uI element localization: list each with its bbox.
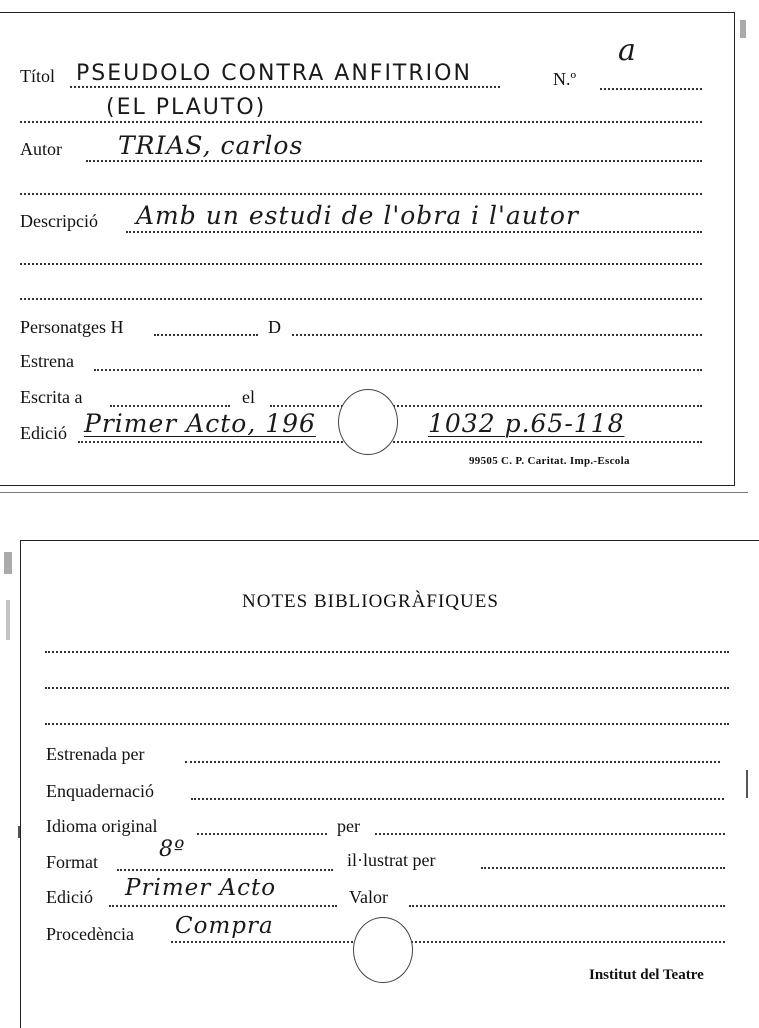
title-label: Títol	[20, 66, 55, 86]
binding-label: Enquadernació	[46, 781, 154, 801]
back-punch-hole	[353, 917, 413, 983]
number-line	[600, 88, 702, 90]
title-value-line1: PSEUDOLO CONTRA ANFITRION	[76, 61, 472, 86]
scan-edge	[0, 492, 748, 493]
edition-label: Edició	[20, 423, 67, 443]
scan-speck	[746, 770, 748, 798]
title-line	[70, 86, 500, 88]
illustrated-by-label: il·lustrat per	[347, 850, 436, 870]
description-line-2	[20, 263, 702, 265]
format-value: 8º	[159, 837, 186, 862]
imprint-text: 99505 C. P. Caritat. Imp.-Escola	[469, 455, 630, 467]
illustrated-by-line	[481, 867, 725, 869]
author-value: TRIAS, carlos	[118, 131, 304, 160]
description-label: Descripció	[20, 211, 98, 231]
characters-d-line	[292, 334, 702, 336]
premiere-label: Estrena	[20, 351, 74, 371]
back-edition-label: Edició	[46, 887, 93, 907]
back-edition-value: Primer Acto	[125, 875, 277, 901]
description-line	[126, 231, 702, 233]
premiered-by-line	[185, 761, 720, 763]
language-by-line	[375, 833, 725, 835]
description-line-3	[20, 298, 702, 300]
provenance-value: Compra	[175, 913, 274, 939]
binding-line	[191, 798, 724, 800]
author-label: Autor	[20, 139, 62, 159]
format-label: Format	[46, 852, 98, 872]
scan-speck	[18, 826, 20, 838]
author-line-2	[20, 193, 702, 195]
provenance-line	[171, 941, 725, 943]
notes-line-1	[45, 651, 729, 653]
punch-hole	[338, 389, 398, 455]
characters-male-line	[154, 334, 258, 336]
characters-label: Personatges H	[20, 317, 124, 337]
title-value-line2: (EL PLAUTO)	[106, 95, 267, 120]
format-line	[117, 869, 333, 871]
value-line	[409, 905, 725, 907]
notes-line-3	[45, 723, 729, 725]
institution-footer: Institut del Teatre	[589, 967, 704, 983]
scan-speck	[6, 600, 10, 640]
premiered-by-label: Estrenada per	[46, 744, 145, 764]
original-language-label: Idioma original	[46, 816, 158, 836]
scan-speck	[740, 20, 746, 38]
written-at-line	[110, 405, 230, 407]
catalog-card-front	[0, 12, 735, 486]
provenance-label: Procedència	[46, 924, 134, 944]
corner-mark: a	[618, 33, 637, 68]
written-on-line	[270, 405, 702, 407]
notes-line-2	[45, 687, 729, 689]
premiere-line	[94, 369, 702, 371]
language-by-label: per	[337, 816, 360, 836]
author-line	[86, 160, 702, 162]
edition-value-part1: Primer Acto, 196	[84, 409, 316, 438]
original-language-line	[197, 833, 327, 835]
scan-speck	[4, 552, 12, 574]
characters-d-label: D	[268, 317, 281, 337]
back-heading: NOTES BIBLIOGRÀFIQUES	[242, 591, 499, 612]
title-line-2	[20, 121, 702, 123]
value-label: Valor	[349, 887, 388, 907]
description-value: Amb un estudi de l'obra i l'autor	[136, 201, 579, 230]
back-edition-line	[109, 905, 337, 907]
written-on-label: el	[242, 387, 255, 407]
number-label: N.º	[553, 69, 577, 89]
catalog-card-back	[20, 540, 759, 1028]
edition-value-part2: 1032 p.65-118	[428, 409, 625, 438]
written-at-label: Escrita a	[20, 387, 83, 407]
